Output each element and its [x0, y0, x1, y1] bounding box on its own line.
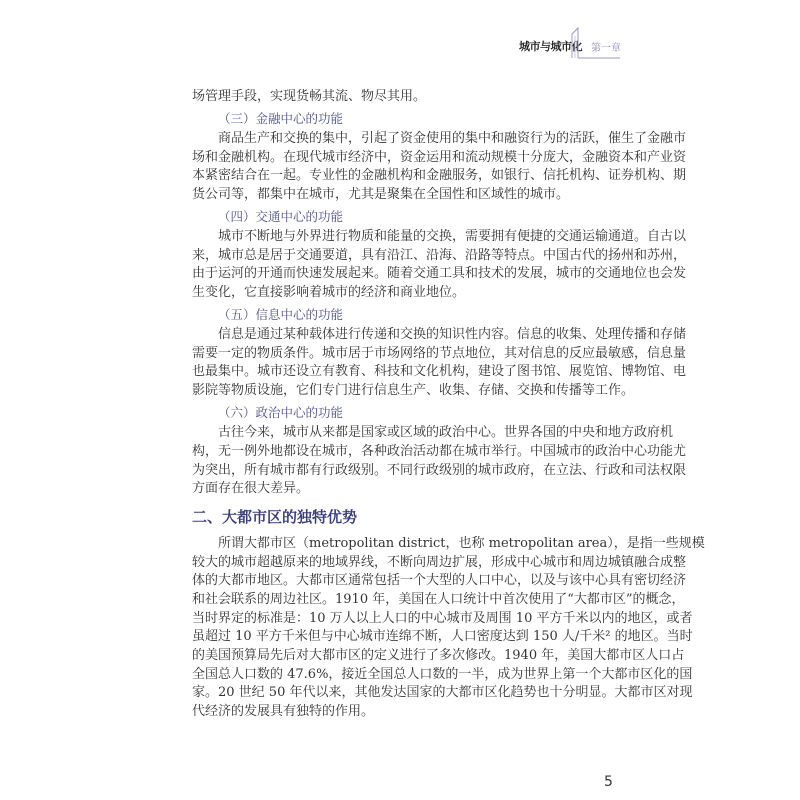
paragraph — [192, 535, 705, 722]
section-heading: 二、大都市区的独特优势 — [192, 507, 358, 526]
running-header-book-title: 城市与城市化 — [519, 40, 582, 53]
paragraph-line: 场和金融机构。在现代城市经济中，资金运用和流动规模十分庞大，金融资本和产业资 — [192, 149, 687, 165]
paragraph — [192, 88, 608, 107]
subsection-heading: （四）交通中心的功能 — [218, 208, 344, 224]
paragraph-line: 为突出，所有城市都有行政级别。不同行政级别的城市政府，在立法、行政和司法权限 — [192, 462, 687, 478]
paragraph-line: 商品生产和交换的集中，引起了资金使用的集中和融资行为的活跃，催生了金融市 — [218, 130, 687, 146]
paragraph — [192, 424, 687, 499]
paragraph-line: 和社会联系的周边社区。1910 年，美国在人口统计中首次使用了“大都市区”的概念， — [192, 591, 685, 607]
page-body — [192, 88, 705, 722]
paragraph-line: 由于运河的开通而快速发展起来。随着交通工具和技术的发展，城市的交通地位也会发 — [192, 266, 687, 282]
paragraph-line: 方面存在很大差异。 — [192, 481, 310, 497]
paragraph-line: 需要一定的物质条件。城市居于市场网络的节点地位，其对信息的反应最敏感，信息量 — [192, 345, 687, 361]
paragraph-line: 全国总人口数的 47.6%，接近全国总人口数的一半，成为世界上第一个大都市区化的国 — [192, 666, 693, 682]
paragraph-line: 的美国预算局先后对大都市区的定义进行了多次修改。1940 年，美国大都市区人口占 — [192, 648, 685, 663]
paragraph-line: 信息是通过某种载体进行传递和交换的知识性内容。信息的收集、处理传播和存储 — [218, 327, 687, 343]
paragraph-line: 古往今来，城市从来都是国家或区域的政治中心。世界各国的中央和地方政府机 — [218, 425, 674, 441]
paragraph-line: 构，无一例外地都设在城市，各种政治活动都在城市举行。中国城市的政治中心功能尤 — [192, 443, 687, 459]
paragraph-line: 家。20 世纪 50 年代以来，其他发达国家的大都市区化趋势也十分明显。大都市区对现 — [192, 685, 693, 701]
page-number: 5 — [604, 774, 613, 790]
paragraph-line: 体的大都市地区。大都市区通常包括一个大型的人口中心，以及与该中心具有密切经济 — [192, 573, 687, 589]
paragraph-line: 场管理手段，实现货畅其流、物尽其用。 — [192, 89, 427, 104]
paragraph — [192, 326, 687, 401]
paragraph-line: 生变化，它直接影响着城市的经济和商业地位。 — [192, 285, 466, 301]
paragraph-line: 城市不断地与外界进行物质和能量的交换，需要拥有便捷的交通运输通道。自古以 — [218, 229, 687, 245]
paragraph-line: 影院等物质设施，它们专门进行信息生产、收集、存储、交换和传播等工作。 — [192, 383, 635, 399]
running-header-chapter: 第一章 — [591, 43, 621, 54]
paragraph-line: 代经济的发展具有独特的作用。 — [192, 704, 375, 720]
paragraph-line: 虽超过 10 平方千米但与中心城市连绵不断，人口密度达到 150 人/千米² 的地区。当时 — [192, 629, 693, 645]
paragraph-line: 当时界定的标准是：10 万人以上人口的中心城市及周围 10 平方千米以内的地区，或者 — [192, 610, 693, 626]
paragraph — [192, 130, 687, 205]
paragraph — [192, 228, 687, 303]
paragraph-line: 也最集中。城市还设立有教育、科技和文化机构，建设了图书馆、展览馆、博物馆、电 — [192, 364, 687, 380]
subsection-heading: （三）金融中心的功能 — [218, 110, 344, 126]
paragraph-line: 所谓大都市区（metropolitan district，也称 metropolitan area），是指一些规模 — [218, 535, 705, 551]
paragraph-line: 本紧密结合在一起。专业性的金融机构和金融服务，如银行、信托机构、证券机构、期 — [192, 168, 687, 184]
paragraph-line: 较大的城市超越原来的地域界线，不断向周边扩展，形成中心城市和周边城镇融合成整 — [192, 554, 687, 570]
paragraph-line: 来，城市总是居于交通要道，具有沿江、沿海、沿路等特点。中国古代的扬州和苏州， — [192, 247, 687, 263]
subsection-heading: （六）政治中心的功能 — [218, 404, 344, 420]
subsection-heading: （五）信息中心的功能 — [218, 306, 344, 322]
paragraph-line: 货公司等，都集中在城市，尤其是聚集在全国性和区域性的城市。 — [192, 187, 570, 203]
